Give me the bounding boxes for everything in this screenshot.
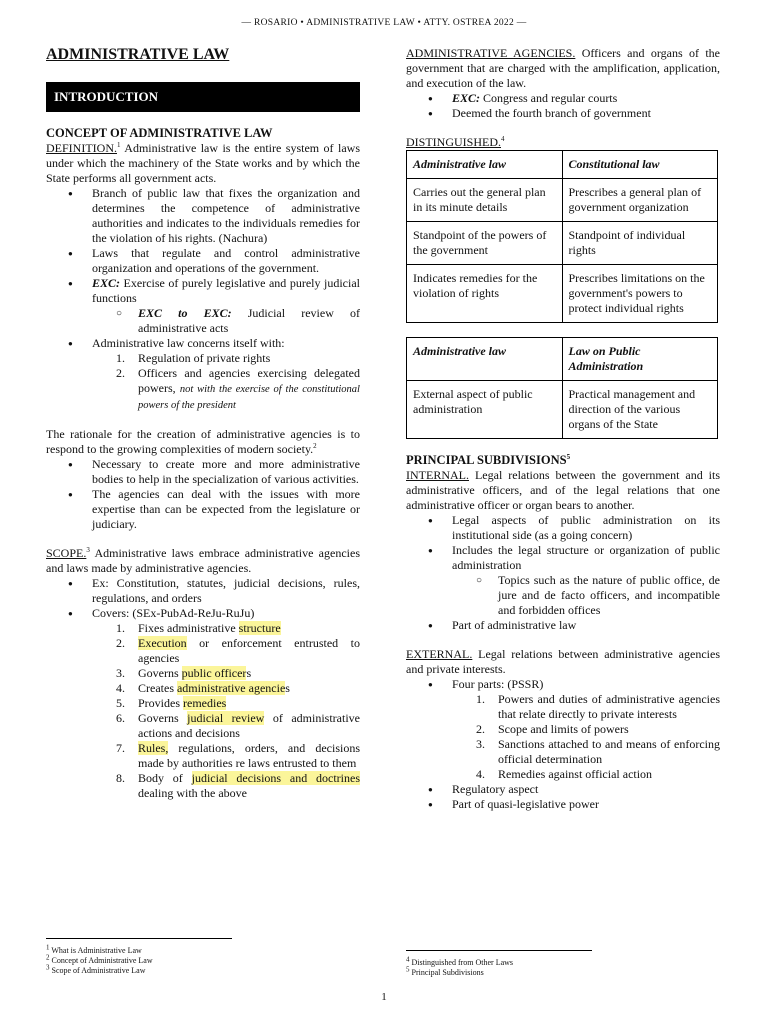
table-cell: Prescribes limitations on the government's powers to protect individual rights	[562, 265, 718, 323]
internal-paragraph: INTERNAL. Legal relations between the government and its administrative officers, and of the legal relations that one administrative officer or organ bears to another.	[406, 468, 720, 512]
rationale-bullets	[46, 457, 360, 532]
footnotes-right	[406, 955, 514, 978]
list-item: ● Necessary to create more and more administrative bodies to help in the specialization of various activities.	[92, 457, 360, 487]
right-column	[406, 46, 720, 812]
footnote: $^5$ Principal Subdivisions	[406, 965, 484, 977]
definition-text: Administrative law is the entire system of laws under which the machinery of the State works and by which the State performs all government acts.	[46, 141, 360, 185]
table-cell: Practical management and direction of the various organs of the State	[562, 381, 718, 439]
table-cell: Indicates remedies for the violation of rights	[407, 265, 563, 323]
footnote-ref: 1	[117, 141, 121, 149]
list-item: 2. Scope and limits of powers	[476, 722, 629, 736]
footnote-divider-left	[46, 938, 232, 939]
scope-numbered-list	[92, 621, 360, 801]
list-item: ● Part of administrative law	[452, 618, 720, 633]
concept-heading: CONCEPT OF ADMINISTRATIVE LAW	[46, 126, 273, 140]
list-item: ● EXC: Exercise of purely legislative and purely judicial functions ○ EXC to EXC: Judicial review of administrative acts	[92, 276, 360, 336]
list-item: 1. Powers and duties of administrative agencies that relate directly to private interests	[476, 692, 720, 721]
list-item: 2. Officers and agencies exercising delegated powers, not with the exercise of the constitutional powers of the president	[116, 366, 360, 411]
table-row	[407, 222, 718, 265]
definition-paragraph	[46, 141, 360, 186]
list-item: ● EXC: Congress and regular courts	[452, 91, 720, 106]
list-item: ● Branch of public law that fixes the organization and determines the competence of administrative authorities and indicates to the individuals remedies for the violation of his rights. (Nachura)	[92, 186, 360, 246]
list-item: ● Administrative law concerns itself with: 1. Regulation of private rights 2. Officers and agencies exercising delegated powers, not with the exercise of the constitutional powers of the president	[92, 336, 360, 413]
highlight: Rules,	[138, 741, 169, 755]
table-cell: External aspect of public administration	[407, 381, 563, 439]
highlight: administrative agencie	[176, 681, 286, 695]
highlight: public officer	[181, 666, 247, 680]
list-item: ● Covers: (SEx-PubAd-ReJu-RuJu) 1. Fixes administrative structure 2. Execution or enforcement entrusted to agencies 3. Governs public officers 4. Creates administrative agencies 5. Provides remedies 6. Governs judicial review of administrative actions and decisions 7. Rules, regulations, orders, and decisions made by authorities re laws entrusted to them 8. Body of judicial decisions and doctrines dealing with the above	[92, 606, 360, 801]
list-item: 4. Remedies against official action	[476, 767, 653, 781]
list-item: ● Regulatory aspect	[452, 782, 720, 797]
list-item: 1. Fixes administrative structure	[116, 621, 281, 635]
sub-bullets	[452, 573, 720, 618]
scope-paragraph: SCOPE.$^3$ Administrative laws embrace administrative agencies and laws made by administrative agencies.	[46, 546, 360, 575]
table-row	[407, 381, 718, 439]
list-item: ● Laws that regulate and control administrative organization and operations of the government.	[92, 246, 360, 276]
comparison-table-constitutional	[406, 150, 718, 323]
external-bullets	[406, 677, 720, 812]
list-item: 1. Regulation of private rights	[116, 351, 271, 365]
list-item: 7. Rules, regulations, orders, and decisions made by authorities re laws entrusted to them	[116, 741, 360, 770]
footnote-divider-right	[406, 950, 592, 951]
table-cell: Carries out the general plan in its minute details	[407, 179, 563, 222]
internal-bullets	[406, 513, 720, 633]
list-item: ● Deemed the fourth branch of government	[452, 106, 720, 121]
page-number: 1	[381, 991, 387, 1003]
footnotes-left	[46, 943, 153, 976]
table-cell: Standpoint of the powers of the government	[407, 222, 563, 265]
table-header: Administrative law	[407, 338, 563, 381]
table-row	[407, 265, 718, 323]
highlight: Execution	[138, 636, 187, 650]
list-item: ● Four parts: (PSSR) 1. Powers and duties of administrative agencies that relate directly to private interests 2. Scope and limits of powers 3. Sanctions attached to and means of enforcing official determination 4. Remedies against official action	[452, 677, 720, 782]
running-header: — ROSARIO • ADMINISTRATIVE LAW • ATTY. OSTREA 2022 —	[241, 18, 527, 28]
table-header: Constitutional law	[562, 151, 718, 179]
table-header: Law on Public Administration	[562, 338, 718, 381]
highlight: judicial review	[187, 711, 265, 725]
scope-bullets	[46, 576, 360, 801]
table-cell: Prescribes a general plan of government organization	[562, 179, 718, 222]
footnote: $^1$ What is Administrative Law	[46, 943, 142, 955]
rationale-paragraph: The rationale for the creation of administrative agencies is to respond to the growing complexities of modern society.$^2$	[46, 427, 360, 456]
list-item: ○ EXC to EXC: Judicial review of administrative acts	[138, 306, 360, 336]
section-banner: INTRODUCTION	[46, 82, 360, 112]
list-item: ○ Topics such as the nature of public office, de jure and de facto officers, and incompatible and forbidden offices	[498, 573, 720, 618]
comparison-table-public-admin	[406, 337, 718, 439]
highlight: structure	[238, 621, 281, 635]
list-item: 2. Execution or enforcement entrusted to agencies	[116, 636, 360, 665]
sub-bullets	[92, 306, 360, 336]
external-paragraph: EXTERNAL. Legal relations between administrative agencies and private interests.	[406, 647, 720, 676]
table-header: Administrative law	[407, 151, 563, 179]
agencies-paragraph: ADMINISTRATIVE AGENCIES. Officers and organs of the government that are charged with the amplification, application, and execution of the law.	[406, 46, 720, 90]
list-item: 3. Sanctions attached to and means of enforcing official determination	[476, 737, 720, 766]
list-item: 4. Creates administrative agencies	[116, 681, 290, 695]
highlight: judicial decisions and doctrines	[191, 771, 361, 785]
list-item: 3. Governs public officers	[116, 666, 252, 680]
definition-label: DEFINITION.	[46, 141, 117, 155]
list-item: ● Ex: Constitution, statutes, judicial decisions, rules, regulations, and orders	[92, 576, 360, 606]
table-row	[407, 179, 718, 222]
table-cell: Standpoint of individual rights	[562, 222, 718, 265]
list-item: 5. Provides remedies	[116, 696, 227, 710]
list-item: 8. Body of judicial decisions and doctrines dealing with the above	[116, 771, 361, 800]
list-item: 6. Governs judicial review of administrative actions and decisions	[116, 711, 360, 740]
pssr-numbered-list	[452, 692, 720, 782]
document-title: ADMINISTRATIVE LAW	[46, 46, 230, 63]
footnote: $^4$ Distinguished from Other Laws	[406, 955, 514, 967]
footnote: $^2$ Concept of Administrative Law	[46, 953, 153, 965]
agencies-bullets	[406, 91, 720, 121]
subdivisions-heading: PRINCIPAL SUBDIVISIONS$^5$	[406, 452, 571, 467]
distinguished-label: DISTINGUISHED.$^4$	[406, 135, 505, 149]
left-column	[46, 46, 360, 801]
footnote: $^3$ Scope of Administrative Law	[46, 963, 146, 975]
list-item: ● The agencies can deal with the issues with more expertise than can be expected from the legislature or judiciary.	[92, 487, 360, 532]
concept-bullets	[46, 186, 360, 413]
list-item: ● Part of quasi-legislative power	[452, 797, 720, 812]
highlight: remedies	[183, 696, 227, 710]
list-item: ● Includes the legal structure or organization of public administration ○ Topics such as the nature of public office, de jure and de facto officers, and incompatible and forbidden offices	[452, 543, 720, 618]
list-item: ● Legal aspects of public administration on its institutional side (as a going concern)	[452, 513, 720, 543]
numbered-list	[92, 351, 360, 413]
